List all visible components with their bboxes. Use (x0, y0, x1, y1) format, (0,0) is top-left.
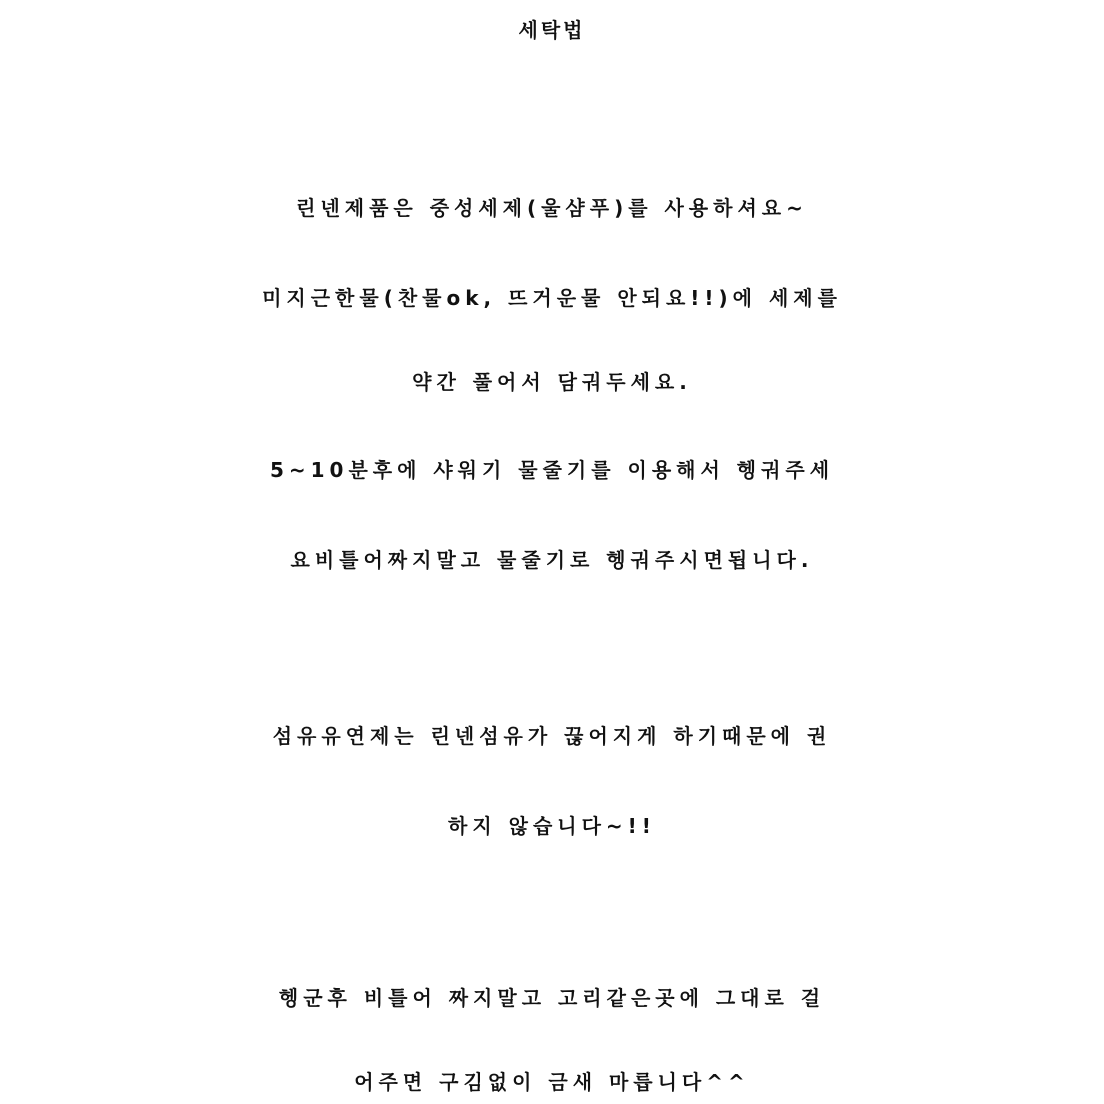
text-line-2: 미지근한물(찬물ok, 뜨거운물 안되요!!)에 세제를 (262, 286, 842, 310)
text-line-5: 요비틀어짜지말고 물줄기로 헹궈주시면됩니다. (290, 548, 814, 572)
text-line-9: 어주면 구김없이 금새 마릅니다^^ (354, 1070, 750, 1094)
text-line-4: 5~10분후에 샤워기 물줄기를 이용해서 헹궈주세 (269, 458, 835, 482)
text-line-1: 린넨제품은 중성세제(울샴푸)를 사용하셔요~ (296, 196, 808, 220)
text-line-7: 하지 않습니다~!! (448, 814, 656, 838)
page-title: 세탁법 (518, 18, 586, 42)
text-line-8: 헹군후 비틀어 짜지말고 고리같은곳에 그대로 걸 (278, 986, 826, 1010)
text-line-3: 약간 풀어서 담궈두세요. (412, 370, 692, 394)
text-line-6: 섬유유연제는 린넨섬유가 끊어지게 하기때문에 권 (272, 724, 832, 748)
